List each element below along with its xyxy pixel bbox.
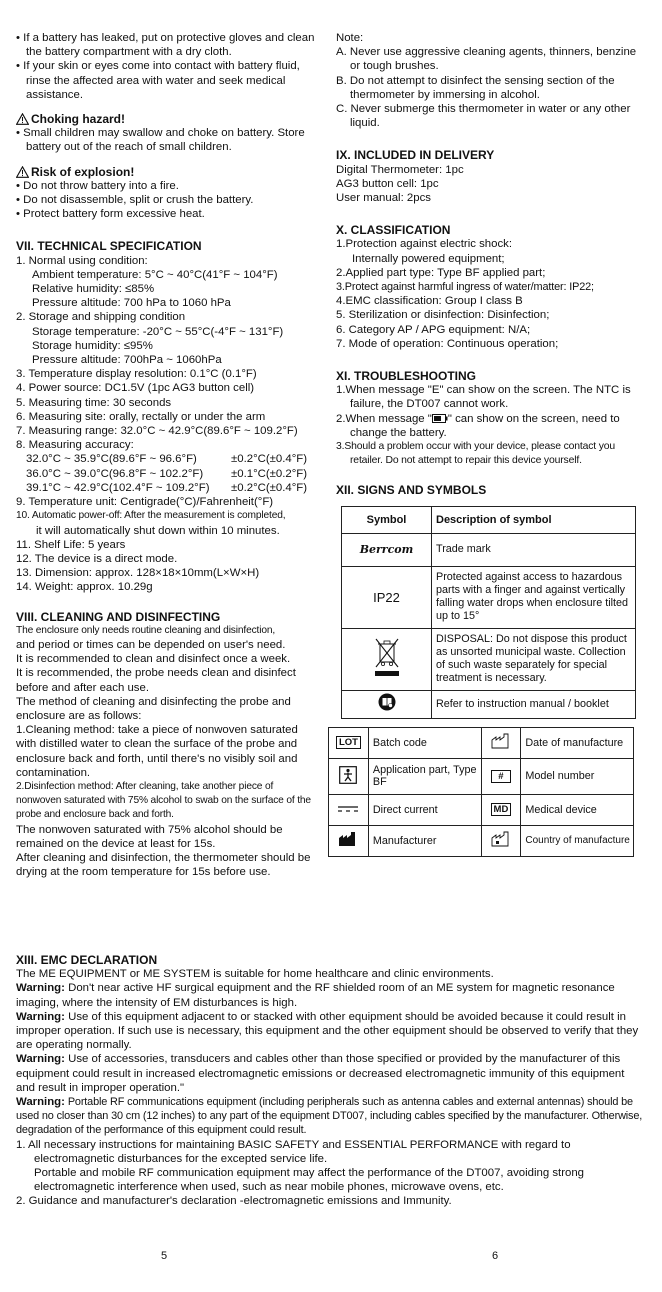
date-label: Date of manufacture [521, 727, 634, 758]
spec-3: 3. Temperature display resolution: 0.1°C (0.1°F) [16, 368, 257, 381]
warning-label: Warning: [16, 1010, 65, 1023]
manual-desc: Refer to instruction manual / booklet [432, 690, 636, 718]
emc-warning-1 [16, 981, 646, 1009]
page-number-left: 5 [161, 1250, 168, 1262]
manufacturer-label: Manufacturer [368, 825, 481, 856]
weee-symbol [342, 628, 432, 690]
manual-symbol [342, 690, 432, 718]
spec-7: 7. Measuring range: 32.0°C ~ 42.9°C(89.6°F ~ 109.2°F) [16, 425, 298, 438]
ip-desc: Protected against access to hazardous parts with a finger and against vertically falling water drops when enclosure tilted up to 15° [432, 566, 636, 628]
explosion-bullet-3: • Protect battery form excessive heat. [16, 208, 205, 221]
class-item: 4.EMC classification: Group I class B [336, 295, 523, 308]
cleaning-heading: VIII. CLEANING AND DISINFECTING [16, 609, 221, 624]
emc-intro: The ME EQUIPMENT or ME SYSTEM is suitable for home healthcare and clinic environments. [16, 968, 494, 981]
note-a: A. Never use aggressive cleaning agents, thinners, benzine or tough brushes. [336, 46, 637, 73]
manufacturer-icon [338, 831, 358, 847]
country-symbol [481, 825, 521, 856]
instruction-manual-icon [378, 693, 396, 711]
emc-item-2: 2. Guidance and manufacturer's declaration -electromagnetic emissions and Immunity. [16, 1195, 452, 1208]
tech-spec-heading: VII. TECHNICAL SPECIFICATION [16, 239, 202, 254]
spec-12: 12. The device is a direct mode. [16, 552, 178, 565]
delivery-item: Digital Thermometer: 1pc [336, 163, 464, 176]
spec-8: 8. Measuring accuracy: [16, 439, 134, 452]
note-b: B. Do not attempt to disinfect the sensing section of the thermometer by immersing in alcohol. [336, 74, 615, 101]
warning-text: Don't near active HF surgical equipment and the RF shielded room of an ME system for magnetic resonance imaging, where the intensity of EM disturbances is high. [16, 982, 615, 1009]
emc-warning-2 [16, 1010, 646, 1053]
warning-label: Warning: [16, 1096, 65, 1109]
date-symbol [481, 727, 521, 758]
table-row [342, 566, 636, 628]
accuracy-row [16, 481, 316, 495]
spec-10: 10. Automatic power-off: After the measurement is completed, [16, 510, 286, 522]
model-symbol [481, 758, 521, 794]
class-item: 5. Sterilization or disinfection: Disinfection; [336, 309, 550, 322]
date-of-manufacture-icon [491, 733, 511, 749]
accuracy-range: 32.0°C ~ 35.9°C(89.6°F ~ 96.6°F) [26, 453, 197, 466]
symbols-header-row [342, 506, 636, 533]
page-number-right: 6 [492, 1250, 499, 1262]
spec-10b: it will automatically shut down within 10 minutes. [36, 524, 280, 537]
class-item: 3.Protect against harmful ingress of water/matter: IP22; [336, 281, 594, 294]
signs-heading: XII. SIGNS AND SYMBOLS [336, 483, 487, 498]
type-bf-icon [339, 766, 357, 784]
class-item: Internally powered equipment; [352, 252, 505, 265]
cleaning-para: and period or times can be depended on user's need. [16, 638, 286, 651]
symbols-grid [328, 727, 634, 857]
warning-triangle-icon [16, 113, 29, 125]
spec-13: 13. Dimension: approx. 128×18×10mm(L×W×H) [16, 567, 260, 580]
choking-bullet: • Small children may swallow and choke on battery. Store battery out of the reach of small children. [16, 127, 305, 154]
bf-symbol [329, 758, 369, 794]
explosion-bullet-1: • Do not throw battery into a fire. [16, 179, 179, 192]
cleaning-para: After cleaning and disinfection, the thermometer should be drying at the room temperature for 15s before use. [16, 851, 311, 879]
trouble-item-2 [336, 412, 648, 440]
leak-bullet-1: • If a battery has leaked, put on protective gloves and clean the battery compartment with a dry cloth. [16, 32, 315, 59]
spec-5: 5. Measuring time: 30 seconds [16, 396, 172, 409]
emc-heading: XIII. EMC DECLARATION [16, 953, 158, 967]
country-of-manufacture-icon [491, 831, 511, 847]
spec-9: 9. Temperature unit: Centigrade(°C)/Fahrenheit(°F) [16, 496, 274, 509]
explosion-heading [16, 165, 316, 179]
emc-item-1: 1. All necessary instructions for maintaining BASIC SAFETY and ESSENTIAL PERFORMANCE with regard to electromagnetic disturbances for the excepted service life. [16, 1138, 571, 1165]
cleaning-method: 1.Cleaning method: take a piece of nonwoven saturated with distilled water to clean the surface of the probe and enclosure back and forth, until there's no visibly soil and contamination. [16, 724, 298, 779]
trouble-2-suffix: " can show on the screen, need to change the battery. [350, 412, 620, 439]
warning-text: Use of this equipment adjacent to or stacked with other equipment should be avoided because it could result in improper operation. If such use is necessary, this equipment and the other equipment should be observed to verify that they are operating normally. [16, 1010, 639, 1052]
explosion-bullet-2: • Do not disassemble, split or crush the battery. [16, 194, 254, 207]
spec-1c: Pressure altitude: 700 hPa to 1060 hPa [32, 297, 231, 310]
disinfection-method: 2.Disinfection method: After cleaning, take another piece of nonwoven saturated with 75% alcohol to swab on the surface of the probe and enclosure back and forth. [16, 780, 311, 821]
class-item: 2.Applied part type: Type BF applied part; [336, 266, 546, 279]
crossed-bin-icon [373, 636, 401, 678]
emc-warning-4 [16, 1095, 646, 1138]
class-item: 6. Category AP / APG equipment: N/A; [336, 323, 531, 336]
dc-label: Direct current [368, 794, 481, 825]
cleaning-para: It is recommended, the probe needs clean and disinfect before and after each use. [16, 667, 296, 694]
warning-label: Warning: [16, 1053, 65, 1066]
choking-title: Choking hazard! [31, 112, 126, 127]
leak-bullet-2: • If your skin or eyes come into contact with battery fluid, rinse the affected area with water and seek medical assistance. [16, 60, 300, 101]
accuracy-range: 36.0°C ~ 39.0°C(96.8°F ~ 102.2°F) [26, 467, 204, 480]
spec-2: 2. Storage and shipping condition [16, 311, 186, 324]
explosion-title: Risk of explosion! [31, 164, 135, 179]
classification-heading: X. CLASSIFICATION [336, 223, 451, 238]
manufacturer-symbol [329, 825, 369, 856]
model-label: Model number [521, 758, 634, 794]
lot-box: LOT [336, 736, 361, 749]
table-row [342, 690, 636, 718]
trademark-desc: Trade mark [432, 533, 636, 566]
spec-2b: Storage humidity: ≤95% [32, 339, 153, 352]
accuracy-row [16, 467, 316, 481]
trouble-2-prefix: 2.When message " [336, 412, 432, 425]
accuracy-tolerance: ±0.1°C(±0.2°F) [231, 467, 308, 480]
symbol-header: Symbol [342, 506, 432, 533]
table-row [342, 628, 636, 690]
disposal-desc: DISPOSAL: Do not dispose this product as unsorted municipal waste. Collection of such waste separately for special treatment is necessary. [432, 628, 636, 690]
table-row [329, 758, 634, 794]
spec-4: 4. Power source: DC1.5V (1pc AG3 button cell) [16, 382, 255, 395]
md-symbol [481, 794, 521, 825]
warning-text: Use of accessories, transducers and cables other than those specified or provided by the manufacturer of this equipment could result in increased electromagnetic emissions or decreased electromagnetic immunity of this equipment and result in improper operation." [16, 1053, 625, 1094]
dc-symbol [329, 794, 369, 825]
accuracy-tolerance: ±0.2°C(±0.4°F) [231, 481, 308, 494]
spec-1b: Relative humidity: ≤85% [32, 283, 155, 296]
warning-label: Warning: [16, 982, 65, 995]
emc-section [16, 953, 646, 1209]
right-column [336, 31, 648, 857]
cleaning-para: The method of cleaning and disinfecting the probe and enclosure are as follows: [16, 695, 291, 722]
cleaning-intro: The enclosure only needs routine cleaning and disinfection, [16, 624, 276, 636]
cleaning-para: The nonwoven saturated with 75% alcohol should be remained on the device at least for 15s. [16, 823, 283, 850]
trouble-item-1: 1.When message "E" can show on the screen. The NTC is failure, the DT007 cannot work. [336, 384, 631, 411]
lot-symbol [329, 727, 369, 758]
spec-2c: Pressure altitude: 700hPa ~ 1060hPa [32, 354, 222, 367]
model-box: # [491, 770, 510, 783]
md-box: MD [491, 803, 512, 816]
note-c: C. Never submerge this thermometer in water or any other liquid. [336, 103, 631, 130]
spec-2a: Storage temperature: -20°C ~ 55°C(-4°F ~ 131°F) [32, 325, 284, 338]
table-row [329, 825, 634, 856]
spec-11: 11. Shelf Life: 5 years [16, 538, 126, 551]
class-item: 7. Mode of operation: Continuous operation; [336, 337, 559, 350]
batch-code-label: Batch code [368, 727, 481, 758]
warning-triangle-icon [16, 166, 29, 178]
direct-current-icon [337, 805, 359, 813]
choking-hazard-heading [16, 112, 316, 126]
medical-device-label: Medical device [521, 794, 634, 825]
note-title: Note: [336, 32, 364, 44]
applied-part-label: Application part, Type BF [368, 758, 481, 794]
trouble-item-3: 3.Should a problem occur with your device, please contact you retailer. Do not attempt to repair this device yourself. [336, 441, 616, 467]
delivery-item: AG3 button cell: 1pc [336, 177, 439, 190]
table-row [342, 533, 636, 566]
left-column [16, 31, 316, 879]
brand-logo: Berrcom [359, 542, 414, 556]
spec-1a: Ambient temperature: 5°C ~ 40°C(41°F ~ 104°F) [32, 268, 278, 281]
accuracy-row [16, 452, 316, 466]
description-header: Description of symbol [432, 506, 636, 533]
spec-1: 1. Normal using condition: [16, 254, 148, 267]
delivery-item: User manual: 2pcs [336, 192, 431, 205]
battery-low-icon [432, 414, 448, 423]
class-item: 1.Protection against electric shock: [336, 238, 513, 251]
symbols-table [341, 506, 636, 719]
cleaning-para: It is recommended to clean and disinfect once a week. [16, 653, 291, 666]
accuracy-range: 39.1°C ~ 42.9°C(102.4°F ~ 109.2°F) [26, 481, 210, 494]
accuracy-tolerance: ±0.2°C(±0.4°F) [231, 453, 308, 466]
table-row [329, 794, 634, 825]
spec-14: 14. Weight: approx. 10.29g [16, 581, 153, 594]
spec-6: 6. Measuring site: orally, rectally or under the arm [16, 410, 266, 423]
warning-text: Portable RF communications equipment (including peripherals such as antenna cables and external antennas) should be used no closer than 30 cm (12 inches) to any part of the equipment DT007, including cables specified by the manufacturer. Otherwise, degradation of the performance of this equipment could result. [16, 1096, 643, 1137]
emc-warning-3 [16, 1052, 646, 1095]
ip-code-symbol: IP22 [342, 566, 432, 628]
table-row [329, 727, 634, 758]
delivery-heading: IX. INCLUDED IN DELIVERY [336, 148, 495, 163]
trademark-symbol [342, 533, 432, 566]
troubleshooting-heading: XI. TROUBLESHOOTING [336, 369, 477, 384]
country-label: Country of manufacture [521, 825, 634, 856]
emc-item-1b: Portable and mobile RF communication equipment may affect the performance of the DT007, avoiding strong electromagnetic interference when used, such as near mobile phones, microwave ovens, etc. [34, 1167, 584, 1194]
